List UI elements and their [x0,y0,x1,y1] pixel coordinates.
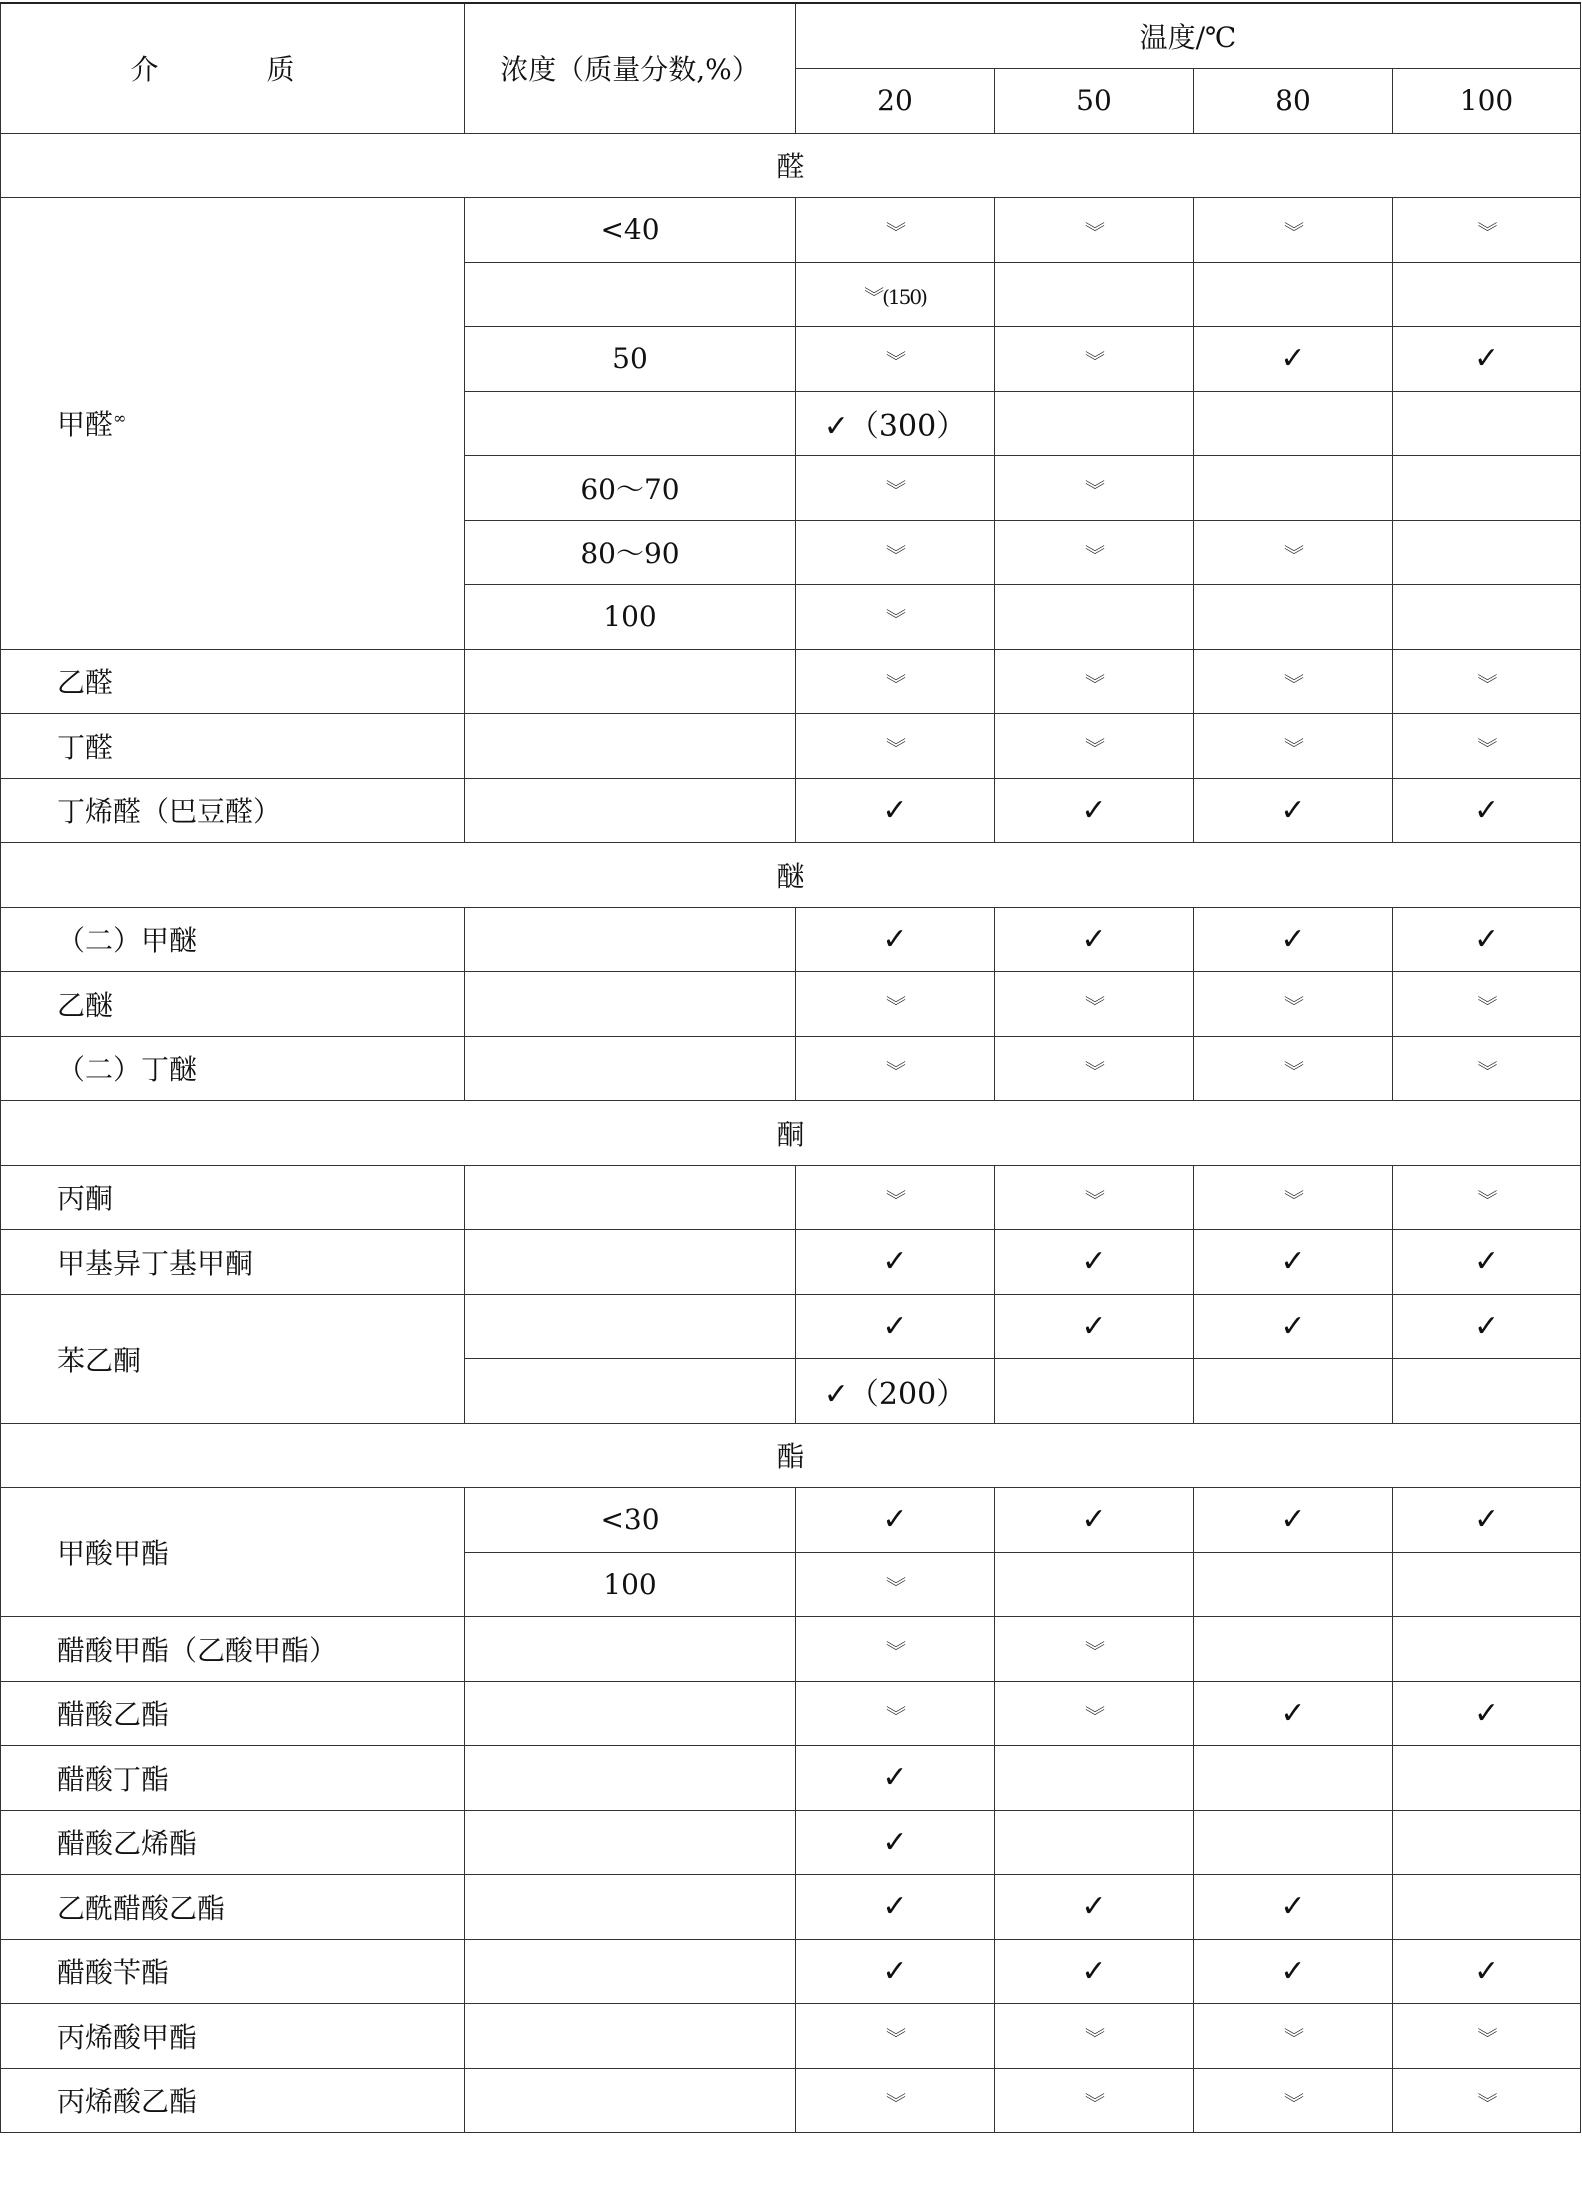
section-label: 酮 [1,1101,1581,1166]
check-mark: ✓ [1280,792,1306,828]
section-label: 醛 [1,133,1581,198]
table-row [1,198,1581,263]
resistance-cell [1393,1746,1581,1811]
resistance-cell [995,2004,1194,2069]
table-row [1,1810,1581,1875]
check-mark: ✓ [1280,1502,1306,1538]
double-chevron-mark: ︾ [1085,1639,1103,1664]
check-mark: ✓ [1473,1695,1500,1731]
resistance-cell [796,198,995,263]
double-chevron-mark: ︾ [1284,220,1302,245]
resistance-cell [1194,1036,1393,1101]
medium-name [1,2004,465,2069]
check-mark: ✓ [1081,1244,1107,1280]
table-row [1,1294,1581,1359]
header-temp-80: 80 [1194,68,1393,133]
table-row [1,1681,1581,1746]
resistance-cell [1194,1810,1393,1875]
resistance-cell [1194,520,1393,585]
medium-name-text: （二）丁醚 [57,1053,198,1087]
table-body [1,133,1581,2133]
resistance-cell [1393,1230,1581,1295]
resistance-cell [796,1294,995,1359]
check-mark: ✓ [1280,1695,1306,1731]
double-chevron-mark: ︾ [1477,1058,1496,1083]
medium-name [1,1036,465,1101]
check-mark: ✓ [1081,792,1107,828]
resistance-cell [1393,1552,1581,1617]
resistance-cell [1393,907,1581,972]
double-chevron-mark: ︾ [886,220,904,245]
resistance-cell [1393,1875,1581,1940]
medium-name-text: 醋酸乙酯 [57,1698,170,1732]
medium-name [1,1165,465,1230]
concentration-cell [465,972,796,1037]
resistance-cell [1194,972,1393,1037]
medium-name [1,714,465,779]
resistance-cell [1393,714,1581,779]
check-mark: ✓ [882,921,908,957]
check-mark: ✓（300） [823,409,967,445]
table-row [1,1617,1581,1682]
resistance-cell [796,520,995,585]
resistance-cell [995,520,1194,585]
medium-name-text: 乙酰醋酸乙酯 [57,1891,226,1925]
medium-name [1,1230,465,1295]
resistance-cell [796,456,995,521]
check-mark: ✓ [1081,1953,1107,1989]
resistance-cell [796,649,995,714]
resistance-cell [995,1939,1194,2004]
resistance-cell [1393,1165,1581,1230]
double-chevron-mark: ︾ [1284,2090,1302,2115]
table-row [1,2004,1581,2069]
concentration-cell: 80～90 [465,520,796,585]
resistance-cell [796,1617,995,1682]
resistance-cell [1194,907,1393,972]
resistance-cell [1194,262,1393,327]
double-chevron-mark: ︾ [1085,1058,1103,1083]
check-mark: ✓ [882,1824,908,1860]
double-chevron-mark: ︾ [1284,1187,1302,1212]
resistance-cell [1194,1939,1393,2004]
resistance-cell [796,1165,995,1230]
resistance-cell [1194,585,1393,650]
resistance-cell [1194,1552,1393,1617]
double-chevron-mark: ︾ [886,2090,904,2115]
medium-name [1,907,465,972]
header-temperature: 温度/℃ [796,3,1581,68]
resistance-cell [995,1359,1194,1424]
resistance-cell [1194,1617,1393,1682]
header-concentration: 浓度（质量分数,%） [465,3,796,133]
resistance-cell [796,2068,995,2133]
double-chevron-mark: ︾ [1477,1187,1496,1212]
resistance-cell [796,1036,995,1101]
check-mark: ✓ [1473,792,1500,828]
check-mark: ✓ [1473,1953,1500,1989]
resistance-cell [1194,456,1393,521]
resistance-cell [1393,327,1581,392]
double-chevron-mark: ︾ [1284,671,1302,696]
table-row [1,649,1581,714]
double-chevron-mark: ︾ [1085,994,1103,1019]
resistance-cell [1393,649,1581,714]
double-chevron-mark: ︾ [1085,2026,1103,2051]
resistance-cell [1393,1617,1581,1682]
resistance-cell [995,1746,1194,1811]
double-chevron-mark: ︾ [886,1058,904,1083]
resistance-cell [1194,1746,1393,1811]
medium-name [1,2068,465,2133]
check-mark: ✓ [882,1502,908,1538]
table-row [1,2068,1581,2133]
resistance-cell [1194,1875,1393,1940]
double-chevron-mark: ︾ [886,1574,904,1599]
medium-name-text: 甲基异丁基甲酮 [57,1246,254,1280]
resistance-cell [1194,778,1393,843]
concentration-cell [465,2068,796,2133]
double-chevron-mark: ︾ [886,736,904,761]
resistance-cell [796,1681,995,1746]
resistance-cell [995,2068,1194,2133]
medium-name [1,1746,465,1811]
resistance-cell [995,907,1194,972]
check-mark: ✓ [882,1244,908,1280]
resistance-cell [1393,778,1581,843]
check-mark: ✓ [882,1308,908,1344]
medium-name [1,778,465,843]
double-chevron-mark: ︾ [1284,994,1302,1019]
medium-name [1,972,465,1037]
concentration-cell: <30 [465,1488,796,1553]
concentration-cell: 60～70 [465,456,796,521]
resistance-cell [1393,972,1581,1037]
table-row [1,1939,1581,2004]
resistance-cell [796,1359,995,1424]
resistance-cell [995,972,1194,1037]
medium-name-text: 乙醚 [57,988,114,1022]
check-mark: ✓ [1473,1308,1500,1344]
double-chevron-mark: ︾ [1085,478,1103,503]
section-row [1,843,1581,908]
check-mark: ✓ [1473,921,1500,957]
double-chevron-mark: ︾ [886,542,904,567]
check-mark: ✓（200） [823,1376,967,1412]
resistance-cell [796,1746,995,1811]
chemical-resistance-table [0,2,1581,2133]
check-mark: ✓ [1280,1244,1306,1280]
check-mark: ✓ [1280,341,1306,377]
double-chevron-mark: ︾ [1284,736,1302,761]
medium-name-text: （二）甲醚 [57,924,198,958]
double-chevron-mark: ︾ [886,349,904,374]
check-mark: ✓ [1081,1308,1107,1344]
check-mark: ✓ [1473,1244,1500,1280]
double-chevron-mark: ︾ [1477,2090,1496,2115]
check-mark: ✓ [882,1760,908,1796]
resistance-cell [1393,262,1581,327]
resistance-cell [1194,1165,1393,1230]
resistance-cell [995,198,1194,263]
table-row [1,1036,1581,1101]
medium-name-text: 丁烯醛（巴豆醛） [57,795,282,829]
resistance-cell [1194,2068,1393,2133]
concentration-cell [465,391,796,456]
resistance-cell [796,2004,995,2069]
resistance-cell [1393,391,1581,456]
resistance-cell [1194,714,1393,779]
double-chevron-mark: ︾ [1477,2026,1496,2051]
double-chevron-mark: ︾(150) [864,284,926,309]
resistance-cell [1393,585,1581,650]
double-chevron-mark: ︾ [1085,1703,1103,1728]
double-chevron-mark: ︾ [1284,2026,1302,2051]
double-chevron-mark: ︾ [886,2026,904,2051]
concentration-cell [465,1359,796,1424]
double-chevron-mark: ︾ [1085,220,1103,245]
double-chevron-mark: ︾ [1284,1058,1302,1083]
check-mark: ✓ [882,1889,908,1925]
resistance-cell [995,585,1194,650]
resistance-cell [995,1552,1194,1617]
double-chevron-mark: ︾ [1085,2090,1103,2115]
resistance-cell [1194,391,1393,456]
resistance-cell [995,1810,1194,1875]
concentration-cell [465,1681,796,1746]
medium-name [1,1875,465,1940]
double-chevron-mark: ︾ [886,1187,904,1212]
header-temp-20: 20 [796,68,995,133]
resistance-cell [796,1552,995,1617]
double-chevron-mark: ︾ [1085,542,1103,567]
resistance-cell [796,1810,995,1875]
resistance-cell [995,778,1194,843]
table-row [1,1746,1581,1811]
concentration-cell [465,1617,796,1682]
medium-name [1,1488,465,1617]
table-row [1,972,1581,1037]
resistance-cell [796,1939,995,2004]
resistance-cell [995,456,1194,521]
resistance-cell [796,1875,995,1940]
medium-name [1,198,465,650]
medium-name-text: 丁醛 [57,730,114,764]
concentration-cell [465,2004,796,2069]
concentration-cell [465,262,796,327]
resistance-cell [1194,1488,1393,1553]
table-row [1,1875,1581,1940]
header-medium: 介 质 [1,3,465,133]
check-mark: ✓ [1280,1953,1306,1989]
resistance-cell [796,714,995,779]
resistance-cell [995,1230,1194,1295]
double-chevron-mark: ︾ [1085,349,1103,374]
table-row [1,1488,1581,1553]
resistance-cell [1393,456,1581,521]
header-temp-50: 50 [995,68,1194,133]
check-mark: ✓ [882,1953,908,1989]
resistance-cell [995,262,1194,327]
resistance-cell [796,778,995,843]
resistance-cell [1393,1810,1581,1875]
medium-name-text: 丙烯酸乙酯 [57,2085,198,2119]
resistance-cell [1393,1681,1581,1746]
concentration-cell: 100 [465,585,796,650]
concentration-cell [465,1810,796,1875]
section-label: 酯 [1,1423,1581,1488]
resistance-cell [1393,2004,1581,2069]
double-chevron-mark: ︾ [886,1639,904,1664]
resistance-cell [1194,2004,1393,2069]
resistance-cell [1194,1681,1393,1746]
medium-name-text: 苯乙酮 [57,1343,142,1377]
double-chevron-mark: ︾ [1477,671,1496,696]
medium-name [1,649,465,714]
double-chevron-mark: ︾ [1284,542,1302,567]
medium-name-text: 丙酮 [57,1182,114,1216]
medium-name-superscript: ∞ [113,408,127,428]
table-row [1,1230,1581,1295]
check-mark: ✓ [1473,1502,1500,1538]
medium-name-text: 甲酸甲酯 [57,1537,170,1570]
table-row [1,714,1581,779]
check-mark: ✓ [882,792,908,828]
section-row [1,1423,1581,1488]
medium-name-text: 乙醛 [57,666,114,700]
section-row [1,1101,1581,1166]
check-mark: ✓ [1081,921,1107,957]
concentration-cell [465,1875,796,1940]
resistance-cell [995,1875,1194,1940]
check-mark: ✓ [1280,921,1306,957]
resistance-cell [796,972,995,1037]
resistance-cell [1194,1359,1393,1424]
resistance-cell [995,327,1194,392]
resistance-cell [1393,1488,1581,1553]
medium-name-text: 丙烯酸甲酯 [57,2020,198,2054]
double-chevron-mark: ︾ [886,994,904,1019]
resistance-cell [796,391,995,456]
double-chevron-mark: ︾ [886,671,904,696]
medium-name [1,1939,465,2004]
resistance-cell [995,391,1194,456]
concentration-cell [465,778,796,843]
check-mark: ✓ [1081,1502,1107,1538]
resistance-cell [1393,1036,1581,1101]
concentration-cell [465,1036,796,1101]
resistance-cell [995,649,1194,714]
resistance-cell [995,1681,1194,1746]
resistance-cell [995,714,1194,779]
resistance-cell [796,1230,995,1295]
resistance-cell [1194,1294,1393,1359]
double-chevron-mark: ︾ [1085,1187,1103,1212]
resistance-cell [1194,198,1393,263]
resistance-cell [796,1488,995,1553]
resistance-cell [995,1294,1194,1359]
concentration-cell [465,649,796,714]
medium-name [1,1617,465,1682]
section-label: 醚 [1,843,1581,908]
check-mark: ✓ [1473,341,1500,377]
section-row [1,133,1581,198]
table-header [1,3,1581,133]
table-row [1,778,1581,843]
double-chevron-mark: ︾ [1477,736,1496,761]
check-mark: ✓ [1280,1889,1306,1925]
medium-name [1,1810,465,1875]
check-mark: ✓ [1081,1889,1107,1925]
medium-name [1,1681,465,1746]
resistance-cell [796,262,995,327]
concentration-cell [465,1165,796,1230]
resistance-cell [1194,649,1393,714]
check-mark: ✓ [1280,1308,1306,1344]
concentration-cell [465,907,796,972]
concentration-cell: 50 [465,327,796,392]
resistance-cell [1393,198,1581,263]
resistance-cell [1194,1230,1393,1295]
concentration-cell [465,1294,796,1359]
resistance-cell [1393,1939,1581,2004]
medium-name-text: 醋酸甲酯（乙酸甲酯） [57,1633,338,1667]
resistance-cell [995,1165,1194,1230]
double-chevron-mark: ︾ [886,1703,904,1728]
medium-name-text: 甲醛 [57,408,114,442]
double-chevron-mark: ︾ [1477,994,1496,1019]
table-row [1,907,1581,972]
double-chevron-mark: ︾ [886,478,904,503]
resistance-cell [995,1036,1194,1101]
resistance-cell [1393,2068,1581,2133]
resistance-cell [995,1488,1194,1553]
resistance-cell [1393,1294,1581,1359]
table-row [1,1165,1581,1230]
double-chevron-mark: ︾ [1085,671,1103,696]
double-chevron-mark: ︾ [1085,736,1103,761]
double-chevron-mark: ︾ [1477,220,1496,245]
medium-name-text: 醋酸苄酯 [57,1956,170,1990]
resistance-cell [995,1617,1194,1682]
medium-name-text: 醋酸乙烯酯 [57,1827,198,1861]
concentration-cell [465,714,796,779]
resistance-cell [1393,1359,1581,1424]
medium-name [1,1294,465,1423]
double-chevron-mark: ︾ [886,607,904,632]
header-temp-100: 100 [1393,68,1581,133]
resistance-cell [1194,327,1393,392]
concentration-cell: 100 [465,1552,796,1617]
concentration-cell [465,1230,796,1295]
concentration-cell: <40 [465,198,796,263]
resistance-cell [1393,520,1581,585]
resistance-cell [796,907,995,972]
concentration-cell [465,1746,796,1811]
concentration-cell [465,1939,796,2004]
resistance-cell [796,585,995,650]
medium-name-text: 醋酸丁酯 [57,1762,170,1796]
resistance-cell [796,327,995,392]
